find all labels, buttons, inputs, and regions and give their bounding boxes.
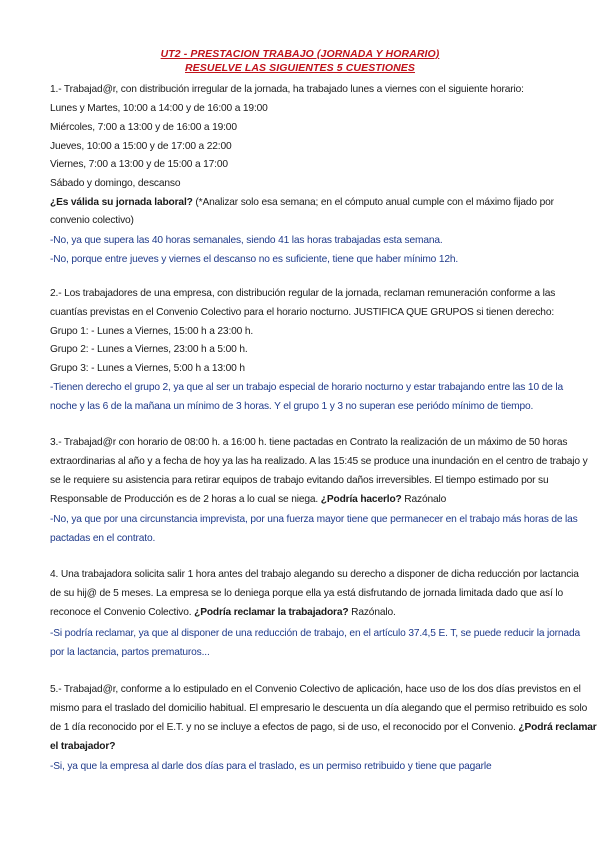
q1-question: [50, 196, 570, 210]
q1-schedule-line: Viernes, 7:00 a 13:00 y de 15:00 a 17:00: [50, 159, 228, 170]
q5-answer: -Si, ya que la empresa al darle dos días para el traslado, es un permiso retribuido y tiene que pagarle: [50, 761, 492, 772]
q5-question-pre: de 1 día reconocido por el E.T. y no se incluye a efectos de pago, si de uso, el reconocido por el Convenio.: [50, 722, 519, 733]
q5-question-bold-cont: el trabajador?: [50, 741, 116, 752]
q1-intro: 1.- Trabajad@r, con distribución irregular de la jornada, ha trabajado lunes a viernes con el siguiente horario:: [50, 84, 524, 95]
q3-text-line: 3.- Trabajad@r con horario de 08:00 h. a 16:00 h. tiene pactadas en Contrato la realización de un máximo de 50 horas: [50, 437, 568, 448]
q1-schedule-line: Jueves, 10:00 a 15:00 y de 17:00 a 22:00: [50, 141, 232, 152]
document-title: UT2 - PRESTACION TRABAJO (JORNADA Y HORARIO): [160, 48, 440, 60]
q3-answer: -No, ya que por una circunstancia imprevista, por una fuerza mayor tiene que permanecer en el trabajo más horas de las: [50, 514, 578, 525]
q2-answer: -Tienen derecho el grupo 2, ya que al ser un trabajo especial de horario nocturno y estar trabajando entre las 10 de la: [50, 382, 563, 393]
q3-answer: pactadas en el contrato.: [50, 533, 156, 544]
q2-text-line: 2.- Los trabajadores de una empresa, con distribución regular de la jornada, reclaman remuneración conforme a las: [50, 288, 556, 299]
q4-answer: -Si podría reclamar, ya que al disponer de una reducción de trabajo, en el artículo 37.4,5 E. T, se puede reducir la jornada: [50, 628, 580, 639]
document-subtitle: RESUELVE LAS SIGUIENTES 5 CUESTIONES: [185, 62, 415, 74]
q5-text-line: 5.- Trabajad@r, conforme a lo estipulado en el Convenio Colectivo de aplicación, hace uso de los dos días previstos en el: [50, 684, 581, 695]
q1-schedule-line: Miércoles, 7:00 a 13:00 y de 16:00 a 19:00: [50, 122, 237, 133]
q3-text-line: extraordinarias al año y a fecha de hoy ya las ha realizado. A las 15:45 se produce una inundación en el centro de trabajo y: [50, 456, 588, 467]
q4-text-line: de su hij@ de 5 meses. La empresa se lo deniega porque ella ya está disfrutando de jornada limitada dado que así lo: [50, 588, 563, 599]
q4-text-line: 4. Una trabajadora solicita salir 1 hora antes del trabajo alegando su derecho a disponer de dicha reducción por lactancia: [50, 569, 579, 580]
q4-question: [50, 606, 570, 620]
q2-answer: noche y las 6 de la mañana un mínimo de 3 horas. Y el grupo 1 y 3 no superan ese periódo mínimo de tiempo.: [50, 401, 534, 412]
q3-question-bold: ¿Podría hacerlo?: [320, 494, 402, 505]
q4-question-bold: ¿Podría reclamar la trabajadora?: [194, 607, 349, 618]
q5-question-line: [50, 721, 597, 735]
q5-text-line: mismo para el traslado del domicilio habitual. El empresario le descuenta un día alegando que el permiso retribuido es solo: [50, 703, 588, 714]
q1-question-note: (*Analizar solo esa semana; en el cómputo anual cumple con el máximo fijado por: [192, 197, 554, 208]
q3-question-post: Razónalo: [401, 494, 447, 505]
q1-answer: -No, ya que supera las 40 horas semanales, siendo 41 las horas trabajadas esta semana.: [50, 235, 443, 246]
q3-question-pre: Responsable de Producción es de 2 horas a lo cual se niega.: [50, 494, 321, 505]
q2-text-line: cuantías previstas en el Convenio Colectivo para el horario nocturno. JUSTIFICA QUE GRUPOS si tienen derecho:: [50, 307, 555, 318]
q3-question: [50, 493, 570, 507]
q1-question-note-cont: convenio colectivo): [50, 215, 134, 226]
q4-question-pre: reconoce el Convenio Colectivo.: [50, 607, 195, 618]
q1-schedule-line: Sábado y domingo, descanso: [50, 178, 181, 189]
q4-answer: por la lactancia, partos prematuros...: [50, 647, 210, 658]
q5-question-bold: ¿Podrá reclamar: [518, 722, 597, 733]
q2-group-line: Grupo 2: - Lunes a Viernes, 23:00 h a 5:00 h.: [50, 344, 248, 355]
q1-schedule-line: Lunes y Martes, 10:00 a 14:00 y de 16:00 a 19:00: [50, 103, 268, 114]
q4-question-post: Razónalo.: [348, 607, 396, 618]
q2-group-line: Grupo 1: - Lunes a Viernes, 15:00 h a 23:00 h.: [50, 326, 254, 337]
q2-group-line: Grupo 3: - Lunes a Viernes, 5:00 h a 13:00 h: [50, 363, 245, 374]
q1-question-bold: ¿Es válida su jornada laboral?: [50, 197, 193, 208]
q1-answer: -No, porque entre jueves y viernes el descanso no es suficiente, tiene que haber mínimo 12h.: [50, 254, 459, 265]
q3-text-line: se le requiere su asistencia para retirar equipos de trabajo evitando daños irreversibles. El tiempo estimado por su: [50, 475, 549, 486]
